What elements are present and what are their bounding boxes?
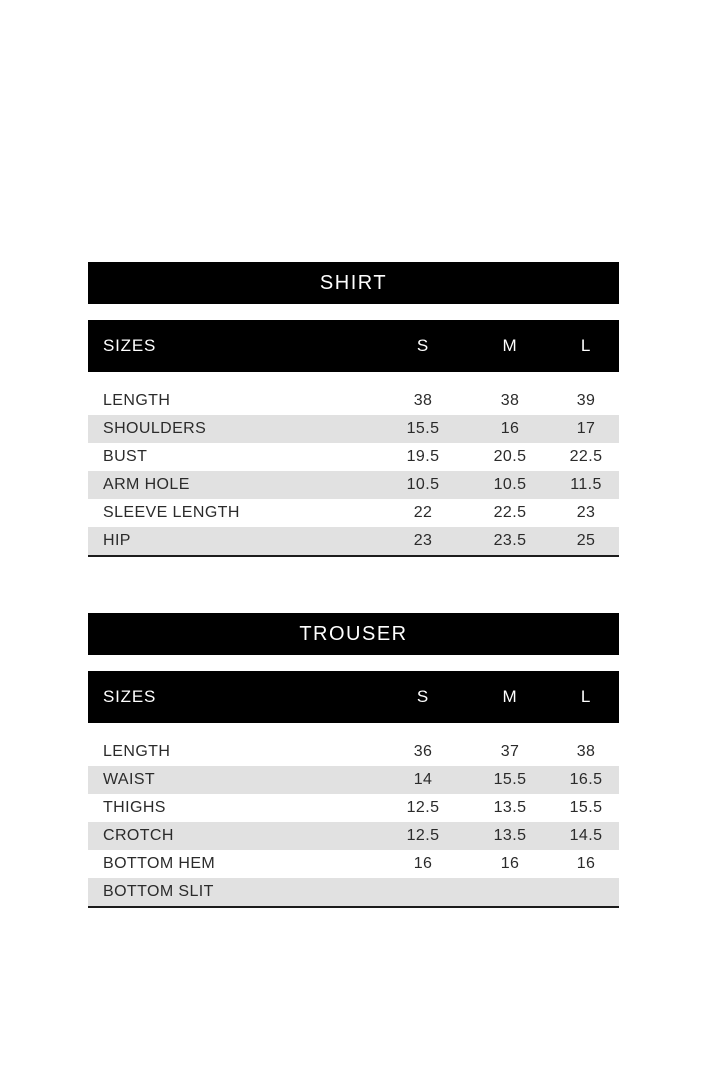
table-row — [88, 499, 619, 527]
shirt-table-title: SHIRT — [88, 262, 619, 304]
row-value-m: 22.5 — [493, 504, 527, 521]
header-col-l: L — [580, 687, 592, 706]
row-value-s: 36 — [413, 743, 433, 760]
row-label: BOTTOM HEM — [103, 855, 216, 872]
header-col-m: M — [502, 336, 518, 355]
row-value-l: 16 — [576, 855, 596, 872]
row-label: LENGTH — [103, 743, 171, 760]
row-value-s: 16 — [413, 855, 433, 872]
row-value-m: 16 — [500, 855, 520, 872]
table-row — [88, 415, 619, 443]
row-label: LENGTH — [103, 392, 171, 409]
header-col-s: S — [416, 336, 430, 355]
row-value-l: 16.5 — [569, 771, 603, 788]
row-label: BUST — [103, 448, 148, 465]
row-value-m: 38 — [500, 392, 520, 409]
row-label: HIP — [103, 532, 131, 549]
trouser-table-title: TROUSER — [88, 613, 619, 655]
header-col-s: S — [416, 687, 430, 706]
row-label: THIGHS — [103, 799, 166, 816]
row-value-m: 13.5 — [493, 799, 527, 816]
row-value-m: 15.5 — [493, 771, 527, 788]
header-sizes-label: SIZES — [103, 687, 157, 706]
row-value-s: 23 — [413, 532, 433, 549]
row-value-l: 17 — [576, 420, 596, 437]
row-value-s: 19.5 — [406, 448, 440, 465]
header-col-l: L — [580, 336, 592, 355]
row-value-s: 22 — [413, 504, 433, 521]
row-value-l: 22.5 — [569, 448, 603, 465]
row-value-l: 38 — [576, 743, 596, 760]
shirt-size-table — [88, 262, 619, 557]
table-row — [88, 766, 619, 794]
trouser-size-table — [88, 613, 619, 908]
row-value-s: 14 — [413, 771, 433, 788]
table-row — [88, 850, 619, 878]
table-row — [88, 527, 619, 555]
row-label: SHOULDERS — [103, 420, 207, 437]
trouser-table-header — [88, 671, 619, 723]
row-value-l: 15.5 — [569, 799, 603, 816]
row-value-m: 16 — [500, 420, 520, 437]
row-value-s: 12.5 — [406, 799, 440, 816]
table-row — [88, 443, 619, 471]
row-value-l: 11.5 — [570, 476, 602, 493]
table-row — [88, 822, 619, 850]
row-value-m: 10.5 — [493, 476, 527, 493]
row-value-s: 10.5 — [406, 476, 440, 493]
header-sizes-label: SIZES — [103, 336, 157, 355]
trouser-table-rows — [88, 738, 619, 908]
table-row — [88, 471, 619, 499]
row-value-s: 15.5 — [406, 420, 440, 437]
row-value-m: 20.5 — [493, 448, 527, 465]
row-value-m: 13.5 — [493, 827, 527, 844]
row-value-l: 14.5 — [569, 827, 603, 844]
row-value-l: 25 — [576, 532, 596, 549]
table-row — [88, 387, 619, 415]
row-label: CROTCH — [103, 827, 174, 844]
header-col-m: M — [502, 687, 518, 706]
row-value-s: 38 — [413, 392, 433, 409]
table-row — [88, 794, 619, 822]
row-label: ARM HOLE — [103, 476, 190, 493]
row-value-m: 37 — [500, 743, 520, 760]
table-row — [88, 738, 619, 766]
row-label: BOTTOM SLIT — [103, 883, 214, 900]
shirt-table-header — [88, 320, 619, 372]
row-value-l: 39 — [576, 392, 596, 409]
row-value-m: 23.5 — [493, 532, 527, 549]
row-label: SLEEVE LENGTH — [103, 504, 240, 521]
row-label: WAIST — [103, 771, 156, 788]
row-value-s: 12.5 — [406, 827, 440, 844]
row-value-l: 23 — [576, 504, 596, 521]
table-row — [88, 878, 619, 906]
shirt-table-rows — [88, 387, 619, 557]
